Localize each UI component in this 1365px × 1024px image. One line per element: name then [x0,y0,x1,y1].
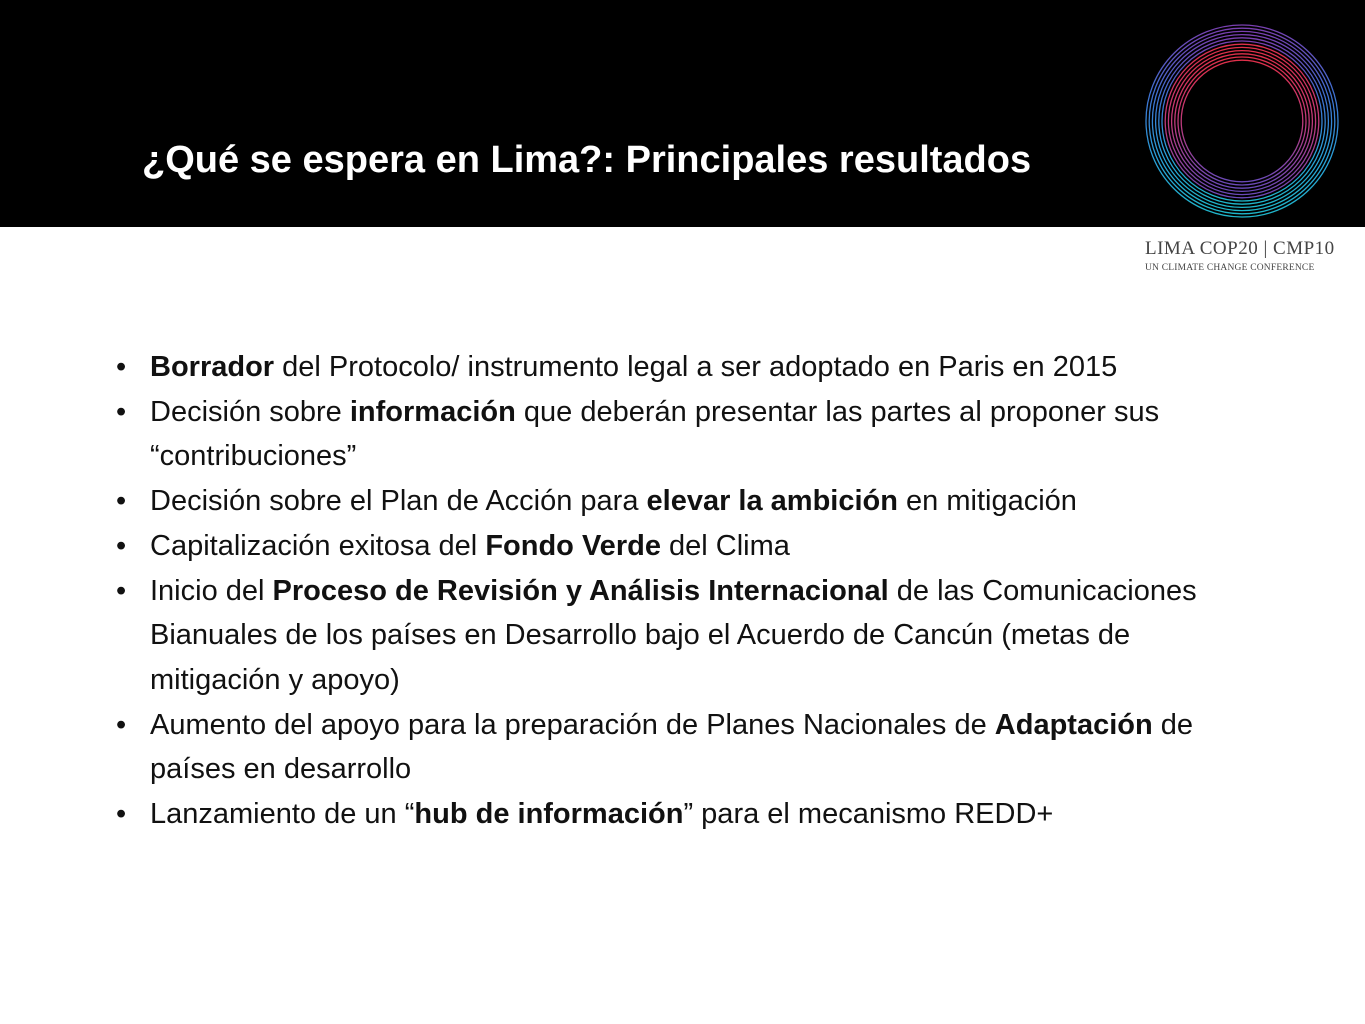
logo-ring [1181,60,1303,182]
concentric-rings-logo-icon [1145,24,1339,218]
bullet-bold-text: Fondo Verde [485,529,661,562]
bullet-bold-text: información [349,395,516,428]
bullet-item [112,345,1212,390]
bullet-item [112,524,1212,569]
bullet-text: del Protocolo/ instrumento legal a ser adoptado en Paris en 2015 [274,351,1118,383]
bullet-bold-text: hub de información [414,798,684,831]
header-bar [0,0,1365,227]
bullet-text: que deberán presentar las partes al proponer sus “contribuciones” [150,395,1160,473]
bullet-text: de países en desarrollo [150,708,1194,786]
bullet-text: Decisión sobre el Plan de Acción para [150,485,647,518]
bullet-text: Lanzamiento de un “ [150,798,415,831]
bullet-bold-text: Adaptación [994,708,1153,741]
bullet-text: Decisión sobre [150,395,350,428]
bullet-bold-text: Proceso de Revisión y Análisis Internacional [272,574,889,607]
bullet-text: en mitigación [897,485,1077,518]
bullet-text: del Clima [660,529,790,562]
bullet-text: de las Comunicaciones Bianuales de los países en Desarrollo bajo el Acuerdo de Cancún (metas de mitigación y apoyo) [150,574,1197,696]
bullet-text: Inicio del [150,574,273,607]
bullet-item [112,792,1212,837]
logo-ring [1149,28,1335,214]
bullet-bold-text: Borrador [150,351,275,383]
bullet-text: Aumento del apoyo para la preparación de Planes Nacionales de [150,708,995,741]
logo-ring [1165,44,1319,198]
bullet-bold-text: elevar la ambición [646,485,898,518]
brand-subtitle: UN CLIMATE CHANGE CONFERENCE [1145,263,1315,273]
bullet-item [112,569,1212,703]
bullet-text: ” para el mecanismo REDD+ [683,798,1054,831]
logo-ring [1168,47,1315,194]
logo-ring [1162,41,1322,201]
logo-ring [1159,38,1325,204]
conference-brand [1145,236,1341,273]
results-bullet-list [112,345,1212,837]
logo-ring [1152,31,1331,210]
logo-ring [1172,51,1313,192]
bullet-text: Capitalización exitosa del [150,529,486,562]
bullet-item [112,703,1212,792]
bullet-item [112,479,1212,524]
logo-ring [1178,57,1306,185]
bullet-item [112,390,1212,479]
logo-ring [1175,54,1309,188]
brand-title: LIMA COP20 | CMP10 [1145,238,1335,259]
slide-title: ¿Qué se espera en Lima?: Principales resultados [142,139,1032,181]
